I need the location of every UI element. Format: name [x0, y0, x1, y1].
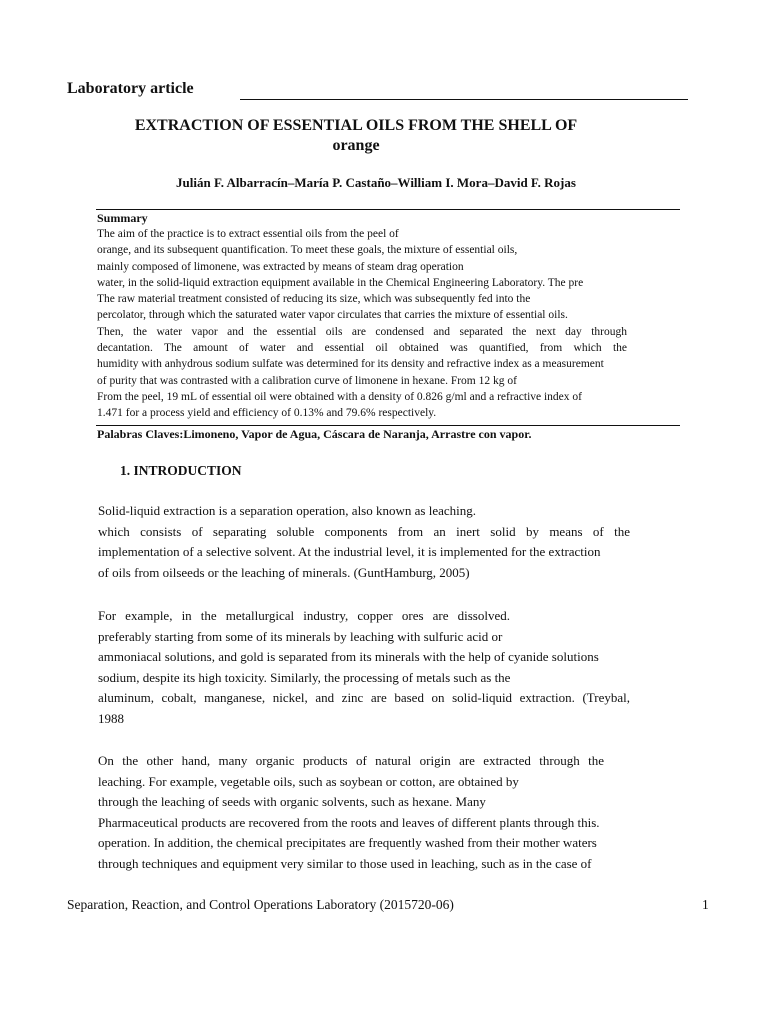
summary-line: The aim of the practice is to extract essential oils from the peel of	[97, 228, 399, 240]
summary-line: The raw material treatment consisted of reducing its size, which was subsequently fed into the	[97, 293, 531, 306]
paragraph-line: operation. In addition, the chemical precipitates are frequently washed from their mother waters	[98, 835, 597, 851]
summary-top-rule	[96, 209, 680, 210]
keywords: Palabras Claves:Limoneno, Vapor de Agua, Cáscara de Naranja, Arrastre con vapor.	[97, 427, 532, 441]
paragraph-line: implementation of a selective solvent. At the industrial level, it is implemented for the extraction	[98, 544, 601, 560]
authors: Julián F. Albarracín–María P. Castaño–William I. Mora–David F. Rojas	[176, 175, 576, 190]
summary-line: 1.471 for a process yield and efficiency of 0.13% and 79.6% respectively.	[97, 407, 437, 420]
footer-course-name: Separation, Reaction, and Control Operations Laboratory (2015720-06)	[67, 897, 454, 912]
intro-paragraph-1	[98, 501, 630, 583]
paragraph-line: ammoniacal solutions, and gold is separated from its minerals with the help of cyanide solutions	[98, 649, 599, 665]
paragraph-line: aluminum, cobalt, manganese, nickel, and zinc are based on solid-liquid extraction. (Treybal,	[98, 690, 630, 706]
summary-text	[97, 226, 627, 422]
summary-line: humidity with anhydrous sodium sulfate was determined for its density and refractive index as a measurement	[97, 358, 604, 371]
article-type-label: Laboratory article	[67, 80, 194, 97]
summary-line: mainly composed of limonene, was extracted by means of steam drag operation	[97, 260, 464, 273]
summary-line: of purity that was contrasted with a calibration curve of limonene in hexane. From 12 kg of	[97, 374, 517, 387]
paragraph-line: through techniques and equipment very similar to those used in leaching, such as in the case of	[98, 855, 592, 871]
summary-line: water, in the solid-liquid extraction equipment available in the Chemical Engineering Laboratory. The pre	[97, 276, 584, 289]
paragraph-line: leaching. For example, vegetable oils, such as soybean or cotton, are obtained by	[98, 773, 519, 789]
paragraph-line: On the other hand, many organic products of natural origin are extracted through the	[98, 753, 604, 768]
summary-line: percolator, through which the saturated water vapor circulates that carries the mixture of essential oils.	[97, 309, 568, 322]
intro-paragraph-2	[98, 606, 630, 730]
title-line-1: EXTRACTION OF ESSENTIAL OILS FROM THE SHELL OF	[134, 117, 578, 134]
paragraph-line: through the leaching of seeds with organic solvents, such as hexane. Many	[98, 794, 486, 810]
article-title	[96, 116, 616, 156]
page-number: 1	[702, 897, 709, 912]
summary-line: From the peel, 19 mL of essential oil were obtained with a density of 0.826 g/ml and a refractive index of	[97, 390, 582, 403]
keywords-top-rule	[96, 425, 680, 426]
summary-line: Then, the water vapor and the essential oils are condensed and separated the next day through	[97, 325, 627, 338]
paragraph-line: preferably starting from some of its minerals by leaching with sulfuric acid or	[98, 628, 503, 644]
paragraph-line: Solid-liquid extraction is a separation operation, also known as leaching.	[98, 503, 476, 518]
section-heading-introduction: 1. INTRODUCTION	[120, 463, 242, 478]
paragraph-line: of oils from oilseeds or the leaching of minerals. (GuntHamburg, 2005)	[98, 564, 470, 580]
summary-line: decantation. The amount of water and essential oil obtained was quantified, from which the	[97, 342, 627, 355]
header-rule	[240, 99, 688, 100]
paragraph-line: For example, in the metallurgical industry, copper ores are dissolved.	[98, 608, 510, 623]
paragraph-line: sodium, despite its high toxicity. Similarly, the processing of metals such as the	[98, 669, 511, 685]
summary-heading: Summary	[97, 211, 148, 225]
paragraph-line: Pharmaceutical products are recovered from the roots and leaves of different plants through this.	[98, 814, 600, 830]
title-line-2: orange	[332, 137, 380, 154]
intro-paragraph-3	[98, 751, 630, 875]
summary-line: orange, and its subsequent quantification. To meet these goals, the mixture of essential oils,	[97, 244, 518, 257]
paragraph-line: 1988	[98, 710, 124, 726]
paragraph-line: which consists of separating soluble components from an inert solid by means of the	[98, 523, 630, 539]
